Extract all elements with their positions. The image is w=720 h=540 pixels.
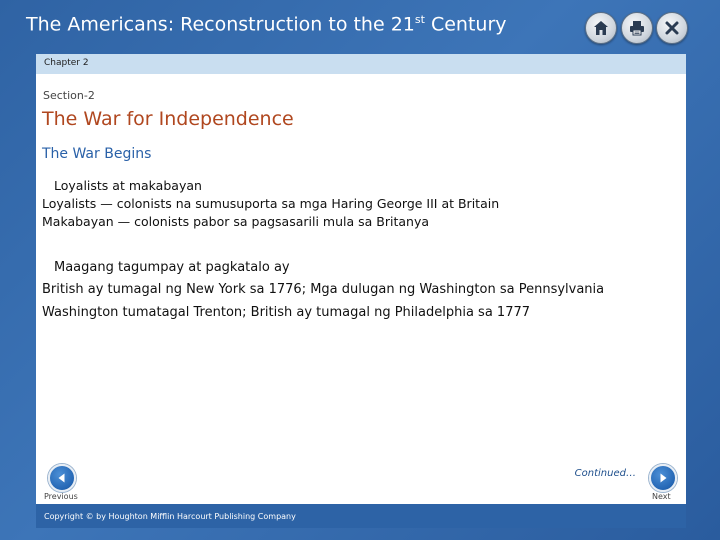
home-button[interactable]: [585, 12, 617, 44]
close-button[interactable]: [656, 12, 688, 44]
app-title-end: Century: [424, 13, 507, 36]
bullet-line: Makabayan — colonists pabor sa pagsasarili mula sa Britanya: [42, 214, 429, 229]
chapter-label: Chapter 2: [44, 58, 89, 68]
close-icon: [663, 19, 681, 37]
copyright-text: Copyright © by Houghton Mifflin Harcourt Publishing Company: [44, 512, 296, 521]
home-icon: [592, 19, 610, 37]
bullet-heading-1: Loyalists at makabayan: [54, 178, 202, 193]
app-title-superscript: st: [414, 13, 425, 26]
continued-label: Continued…: [574, 468, 636, 479]
next-button[interactable]: [649, 464, 677, 492]
bullet-heading-2: Maagang tagumpay at pagkatalo ay: [54, 260, 290, 275]
app-title: [26, 13, 507, 35]
arrow-left-icon: [56, 472, 68, 484]
previous-button[interactable]: [48, 464, 76, 492]
chapter-bar: [36, 54, 686, 74]
bullet-line: British ay tumagal ng New York sa 1776; Mga dulugan ng Washington sa Pennsylvania: [42, 282, 605, 297]
app-title-main: The Americans: Reconstruction to the 21: [26, 13, 415, 36]
print-icon: [628, 19, 646, 37]
bullet-line: Loyalists — colonists na sumusuporta sa mga Haring George III at Britain: [42, 196, 500, 211]
topic-title: The War Begins: [42, 146, 152, 162]
slide-frame: [36, 54, 686, 528]
section-label: Section-2: [43, 89, 95, 102]
bullet-line: Washington tumatagal Trenton; British ay tumagal ng Philadelphia sa 1777: [42, 305, 531, 320]
footer-bar: [36, 504, 686, 528]
title-bar: [0, 0, 720, 52]
next-label[interactable]: Next: [652, 492, 671, 501]
arrow-right-icon: [657, 472, 669, 484]
print-button[interactable]: [621, 12, 653, 44]
page-title: The War for Independence: [42, 108, 294, 130]
previous-label[interactable]: Previous: [44, 492, 78, 501]
